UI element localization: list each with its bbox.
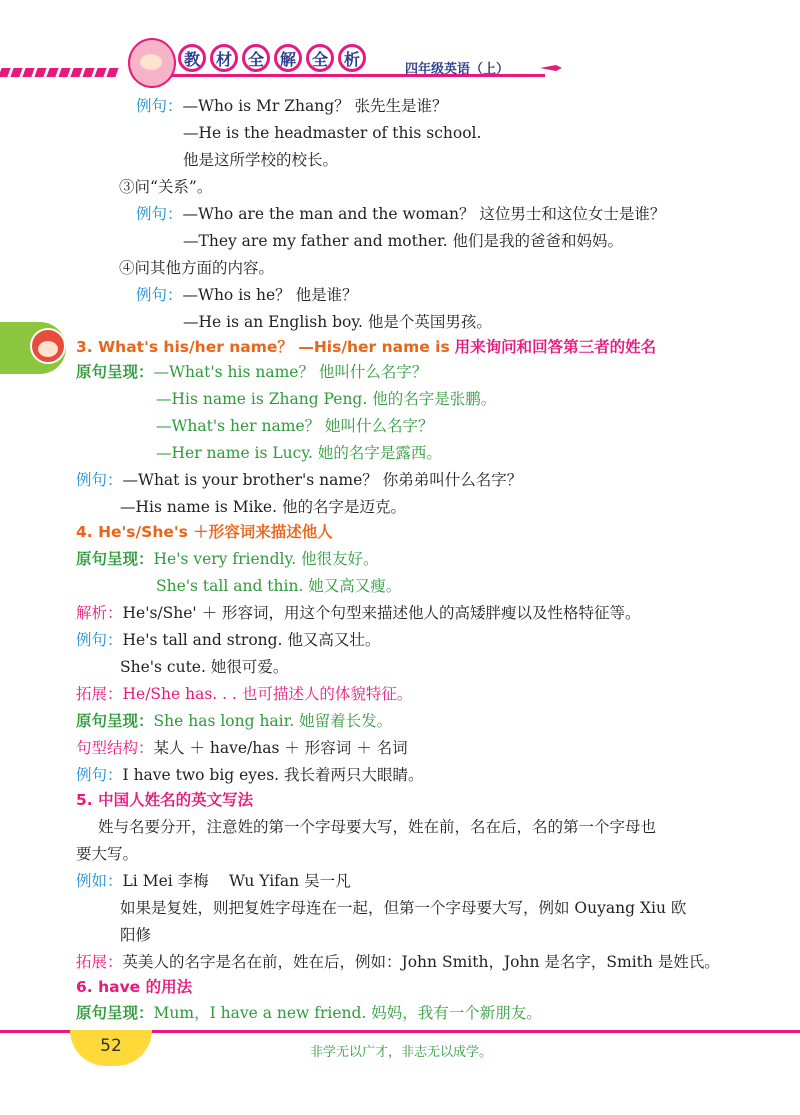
example-line: [136, 204, 665, 224]
example-line: [136, 96, 448, 116]
extension-label: 拓展：: [76, 685, 123, 703]
page-number: 52: [100, 1036, 122, 1056]
original-sentence-label: 原句呈现：: [76, 1004, 154, 1022]
original-sentence-text: He's very friendly. 他很友好。: [153, 550, 379, 568]
example-label: 例句：: [136, 97, 183, 115]
original-sentence-line: [76, 711, 392, 731]
example-label: 例如：: [76, 872, 123, 890]
original-sentence-text: —His name is Zhang Peng. 他的名字是张鹏。: [156, 390, 497, 408]
original-sentence-text: Mum，I have a new friend. 妈妈，我有一个新朋友。: [153, 1004, 542, 1022]
example-label: 例句：: [76, 631, 123, 649]
original-sentence-text: —What's his name？ 他叫什么名字？: [153, 363, 428, 381]
example-line: —His name is Mike. 他的名字是迈克。: [120, 498, 406, 516]
example-label: 例句：: [136, 205, 183, 223]
section-heading: 5. 中国人姓名的英文写法: [76, 791, 254, 809]
extension-text: He/She has. . . 也可描述人的体貌特征。: [122, 685, 413, 703]
example-text: —What is your brother's name？ 你弟弟叫什么名字？: [122, 471, 523, 489]
original-sentence-text: She has long hair. 她留着长发。: [153, 712, 393, 730]
example-label: 例句：: [76, 471, 123, 489]
pen-icon: [540, 64, 562, 72]
example-text: He's tall and strong. 他又高又壮。: [122, 631, 381, 649]
original-sentence-text: —What's her name？ 她叫什么名字？: [156, 417, 434, 435]
example-label: 例句：: [76, 766, 123, 784]
original-sentence-line: [76, 362, 427, 382]
example-line: —They are my father and mother. 他们是我的爸爸和妈妈。: [183, 232, 624, 250]
analysis-text: He's/She' ＋ 形容词，用这个句型来描述他人的高矮胖瘦以及性格特征等。: [122, 604, 641, 622]
example-text: —Who are the man and the woman？ 这位男士和这位女士是谁？: [182, 205, 666, 223]
mascot-face-icon: [30, 328, 66, 364]
section-heading-chinese: 用来询问和回答第三者的姓名: [454, 338, 657, 356]
section-heading: 4. He's/She's ＋形容词来描述他人: [76, 523, 333, 541]
analysis-line: [76, 603, 641, 623]
original-sentence-label: 原句呈现：: [76, 550, 154, 568]
section-heading: 6. have 的用法: [76, 978, 193, 996]
title-char: 教: [178, 44, 206, 72]
paragraph-line: 要大写。: [76, 845, 139, 863]
title-char: 解: [274, 44, 302, 72]
example-line: —He is an English boy. 他是个英国男孩。: [183, 313, 492, 331]
example-text: —Who is Mr Zhang？ 张先生是谁？: [182, 97, 448, 115]
structure-text: 某人 ＋ have/has ＋ 形容词 ＋ 名词: [153, 739, 408, 757]
original-sentence-label: 原句呈现：: [76, 712, 154, 730]
extension-label: 拓展：: [76, 953, 123, 971]
extension-line: [76, 952, 720, 972]
structure-line: [76, 738, 408, 758]
title-char: 全: [242, 44, 270, 72]
original-sentence-line: [76, 549, 379, 569]
title-char: 全: [306, 44, 334, 72]
example-text: I have two big eyes. 我长着两只大眼睛。: [122, 766, 424, 784]
original-sentence-text: —Her name is Lucy. 她的名字是露西。: [156, 444, 442, 462]
grade-subject-label: 四年级英语（上）: [405, 62, 510, 77]
example-text: —Who is he？ 他是谁？: [182, 286, 358, 304]
title-char: 析: [338, 44, 366, 72]
example-line: [76, 470, 522, 490]
mascot-girl-icon: [128, 38, 176, 88]
extension-text: 英美人的名字是名在前，姓在后，例如：John Smith，John 是名字，Smith 是姓氏。: [122, 953, 720, 971]
example-line: [76, 765, 424, 785]
example-line: [76, 630, 380, 650]
section-heading: [76, 337, 656, 357]
book-title: [178, 44, 366, 72]
example-text: Li Mei 李梅 Wu Yifan 吴一凡: [122, 872, 351, 890]
example-line: —He is the headmaster of this school.: [183, 124, 482, 142]
structure-label: 句型结构：: [76, 739, 154, 757]
extension-line: [76, 684, 412, 704]
section-heading-english: 3. What's his/her name？ —His/her name is: [76, 338, 450, 356]
example-line: 他是这所学校的校长。: [183, 151, 339, 169]
sub-point: ③问“关系”。: [119, 178, 213, 196]
original-sentence-line: [76, 1003, 542, 1023]
paragraph-line: 如果是复姓，则把复姓字母连在一起，但第一个字母要大写，例如 Ouyang Xiu 欧: [120, 899, 687, 917]
title-char: 材: [210, 44, 238, 72]
original-sentence-label: 原句呈现：: [76, 363, 154, 381]
sub-point: ④问其他方面的内容。: [119, 259, 275, 277]
paragraph-line: 阳修: [120, 926, 152, 944]
example-label: 例句：: [136, 286, 183, 304]
paragraph-line: 姓与名要分开，注意姓的第一个字母要大写，姓在前，名在后，名的第一个字母也: [98, 818, 657, 836]
analysis-label: 解析：: [76, 604, 123, 622]
example-line: [136, 285, 358, 305]
original-sentence-text: She's tall and thin. 她又高又瘦。: [156, 577, 402, 595]
example-line: [76, 871, 351, 891]
footer-motto: 非学无以广才，非志无以成学。: [310, 1045, 493, 1060]
example-line: She's cute. 她很可爱。: [120, 658, 289, 676]
